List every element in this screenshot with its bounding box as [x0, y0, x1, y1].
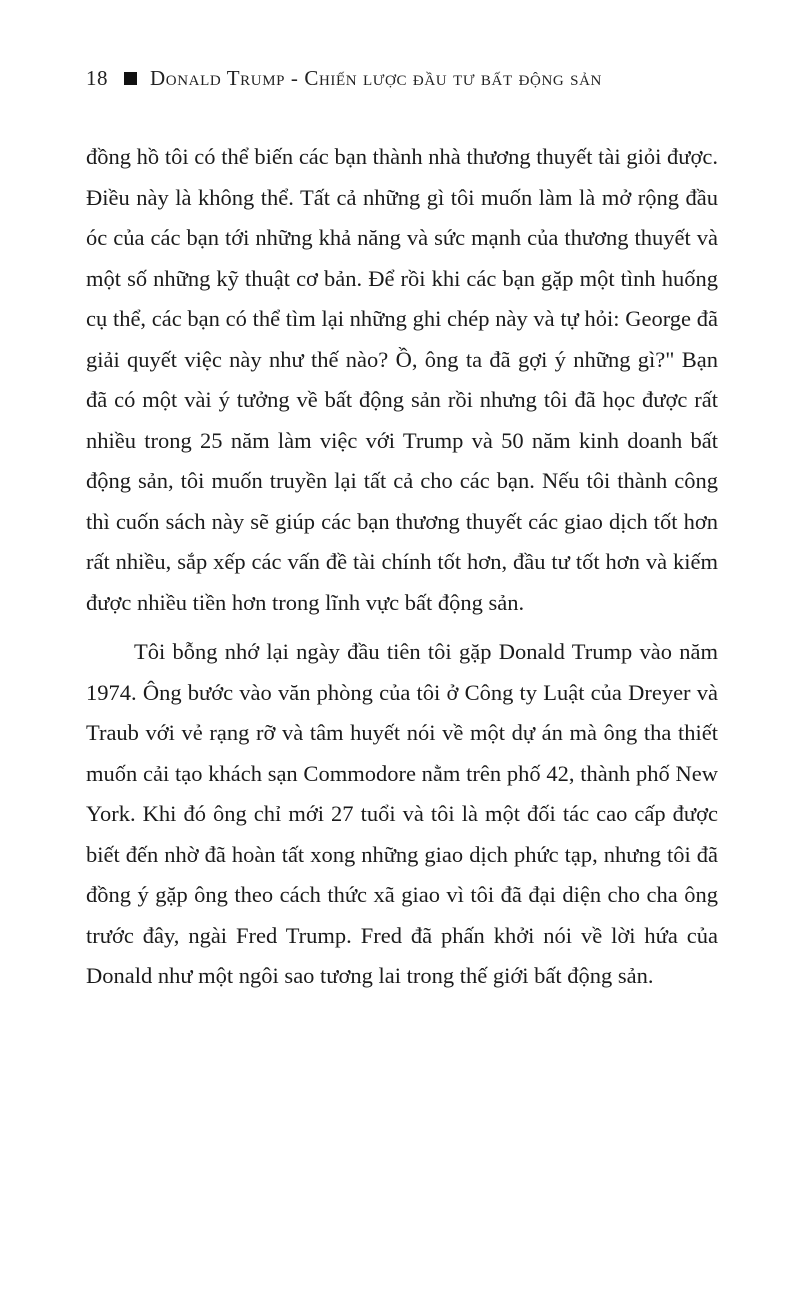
page-body: [86, 137, 718, 997]
page-number: 18: [86, 66, 108, 90]
running-header-title: Donald Trump - Chiến lược đầu tư bất động sản: [150, 66, 602, 90]
body-paragraph: đồng hồ tôi có thể biến các bạn thành nhà thương thuyết tài giỏi được. Điều này là không thể. Tất cả những gì tôi muốn làm là mở rộng đầu óc của các bạn tới những khả năng và sức mạnh của thương thuyết và một số những kỹ thuật cơ bản. Để rồi khi các bạn gặp một tình huống cụ thể, các bạn có thể tìm lại những ghi chép này và tự hỏi: George đã giải quyết việc này như thế nào? Ồ, ông ta đã gợi ý những gì?" Bạn đã có một vài ý tưởng về bất động sản rồi nhưng tôi đã học được rất nhiều trong 25 năm làm việc với Trump và 50 năm kinh doanh bất động sản, tôi muốn truyền lại tất cả cho các bạn. Nếu tôi thành công thì cuốn sách này sẽ giúp các bạn thương thuyết các giao dịch tốt hơn rất nhiều, sắp xếp các vấn đề tài chính tốt hơn, đầu tư tốt hơn và kiếm được nhiều tiền hơn trong lĩnh vực bất động sản.: [86, 144, 718, 615]
square-bullet-icon: [124, 72, 137, 85]
page-header: [86, 66, 718, 91]
body-paragraph: Tôi bỗng nhớ lại ngày đầu tiên tôi gặp Donald Trump vào năm 1974. Ông bước vào văn phòng của tôi ở Công ty Luật của Dreyer và Traub với vẻ rạng rỡ và tâm huyết nói về một dự án mà ông tha thiết muốn cải tạo khách sạn Commodore nằm trên phố 42, thành phố New York. Khi đó ông chỉ mới 27 tuổi và tôi là một đối tác cao cấp được biết đến nhờ đã hoàn tất xong những giao dịch phức tạp, nhưng tôi đã đồng ý gặp ông theo cách thức xã giao vì tôi đã đại diện cho cha ông trước đây, ngài Fred Trump. Fred đã phấn khởi nói về lời hứa của Donald như một ngôi sao tương lai trong thế giới bất động sản.: [86, 639, 718, 988]
